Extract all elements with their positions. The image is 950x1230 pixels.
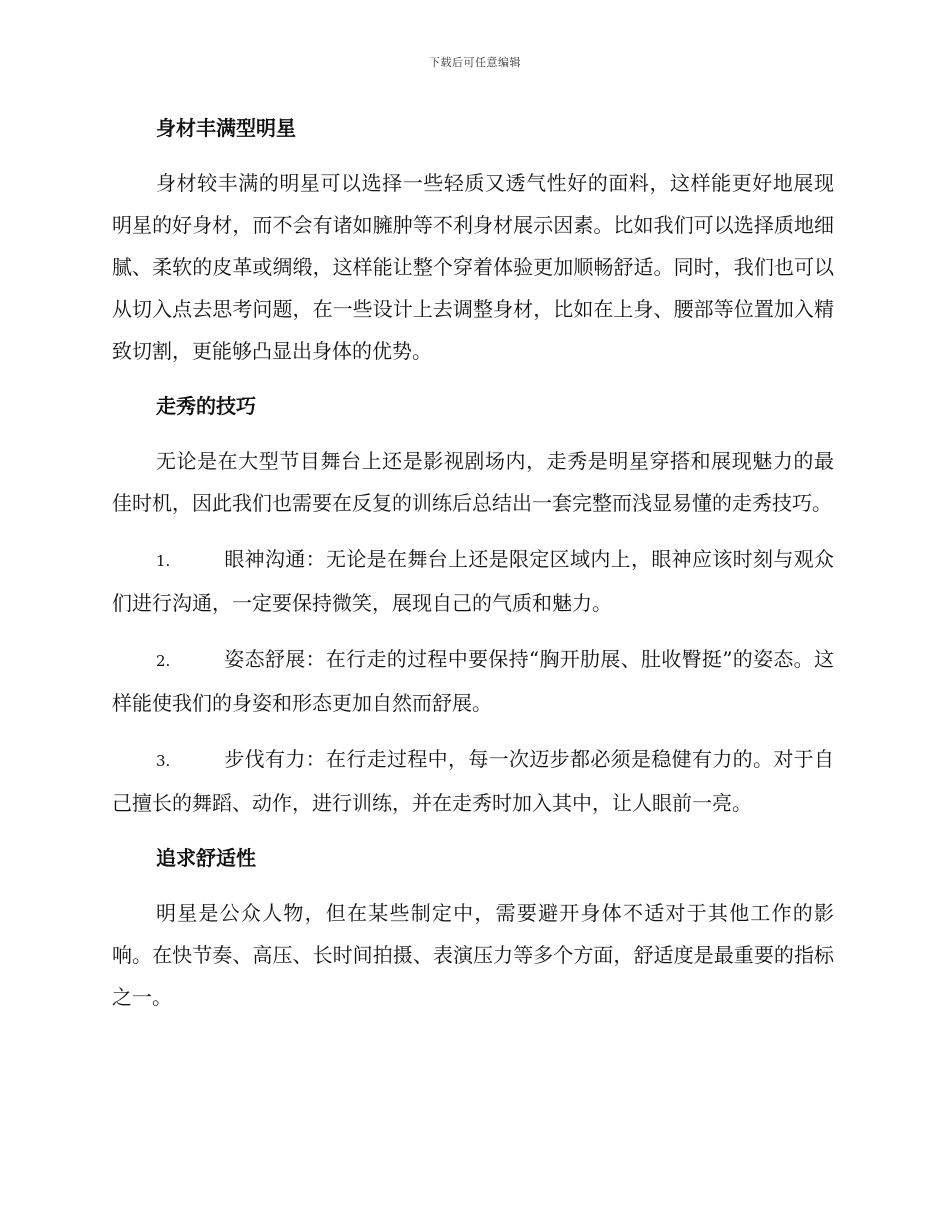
list-text: 步伐有力：在行走过程中，每一次迈步都必须是稳健有力的。对于自己擅长的舞蹈、动作，进行训练，并在走秀时加入其中，让人眼前一亮。 <box>112 747 834 815</box>
list-item <box>112 638 834 724</box>
header-note: 下载后可任意编辑 <box>429 56 521 69</box>
list-number: 3. <box>156 752 171 770</box>
section-heading-figure: 身材丰满型明星 <box>156 116 296 140</box>
section-heading-runway: 走秀的技巧 <box>156 394 256 418</box>
list-number: 1. <box>156 552 171 570</box>
section-paragraph-comfort: 明星是公众人物，但在某些制定中，需要避开身体不适对于其他工作的影响。在快节奏、高压、长时间拍摄、表演压力等多个方面，舒适度是最重要的指标之一。 <box>112 901 834 1009</box>
list-text: 眼神沟通：无论是在舞台上还是限定区域内上，眼神应该时刻与观众们进行沟通，一定要保持微笑，展现自己的气质和魅力。 <box>112 547 834 615</box>
section-paragraph-runway: 无论是在大型节目舞台上还是影视剧场内，走秀是明星穿搭和展现魅力的最佳时机，因此我们也需要在反复的训练后总结出一套完整而浅显易懂的走秀技巧。 <box>112 449 834 515</box>
document-body <box>112 108 834 1032</box>
list-item <box>112 738 834 824</box>
list-item <box>112 538 834 624</box>
list-text: 姿态舒展：在行走的过程中要保持“胸开肋展、肚收臀挺”的姿态。这样能使我们的身姿和形态更加自然而舒展。 <box>112 647 834 715</box>
section-paragraph-figure: 身材较丰满的明星可以选择一些轻质又透气性好的面料，这样能更好地展现明星的好身材，而不会有诸如臃肿等不利身材展示因素。比如我们可以选择质地细腻、柔软的皮革或绸缎，这样能让整个穿着体验更加顺畅舒适。同时，我们也可以从切入点去思考问题，在一些设计上去调整身材，比如在上身、腰部等位置加入精致切割，更能够凸显出身体的优势。 <box>112 171 834 363</box>
section-heading-comfort: 追求舒适性 <box>156 846 256 870</box>
list-number: 2. <box>156 652 171 670</box>
